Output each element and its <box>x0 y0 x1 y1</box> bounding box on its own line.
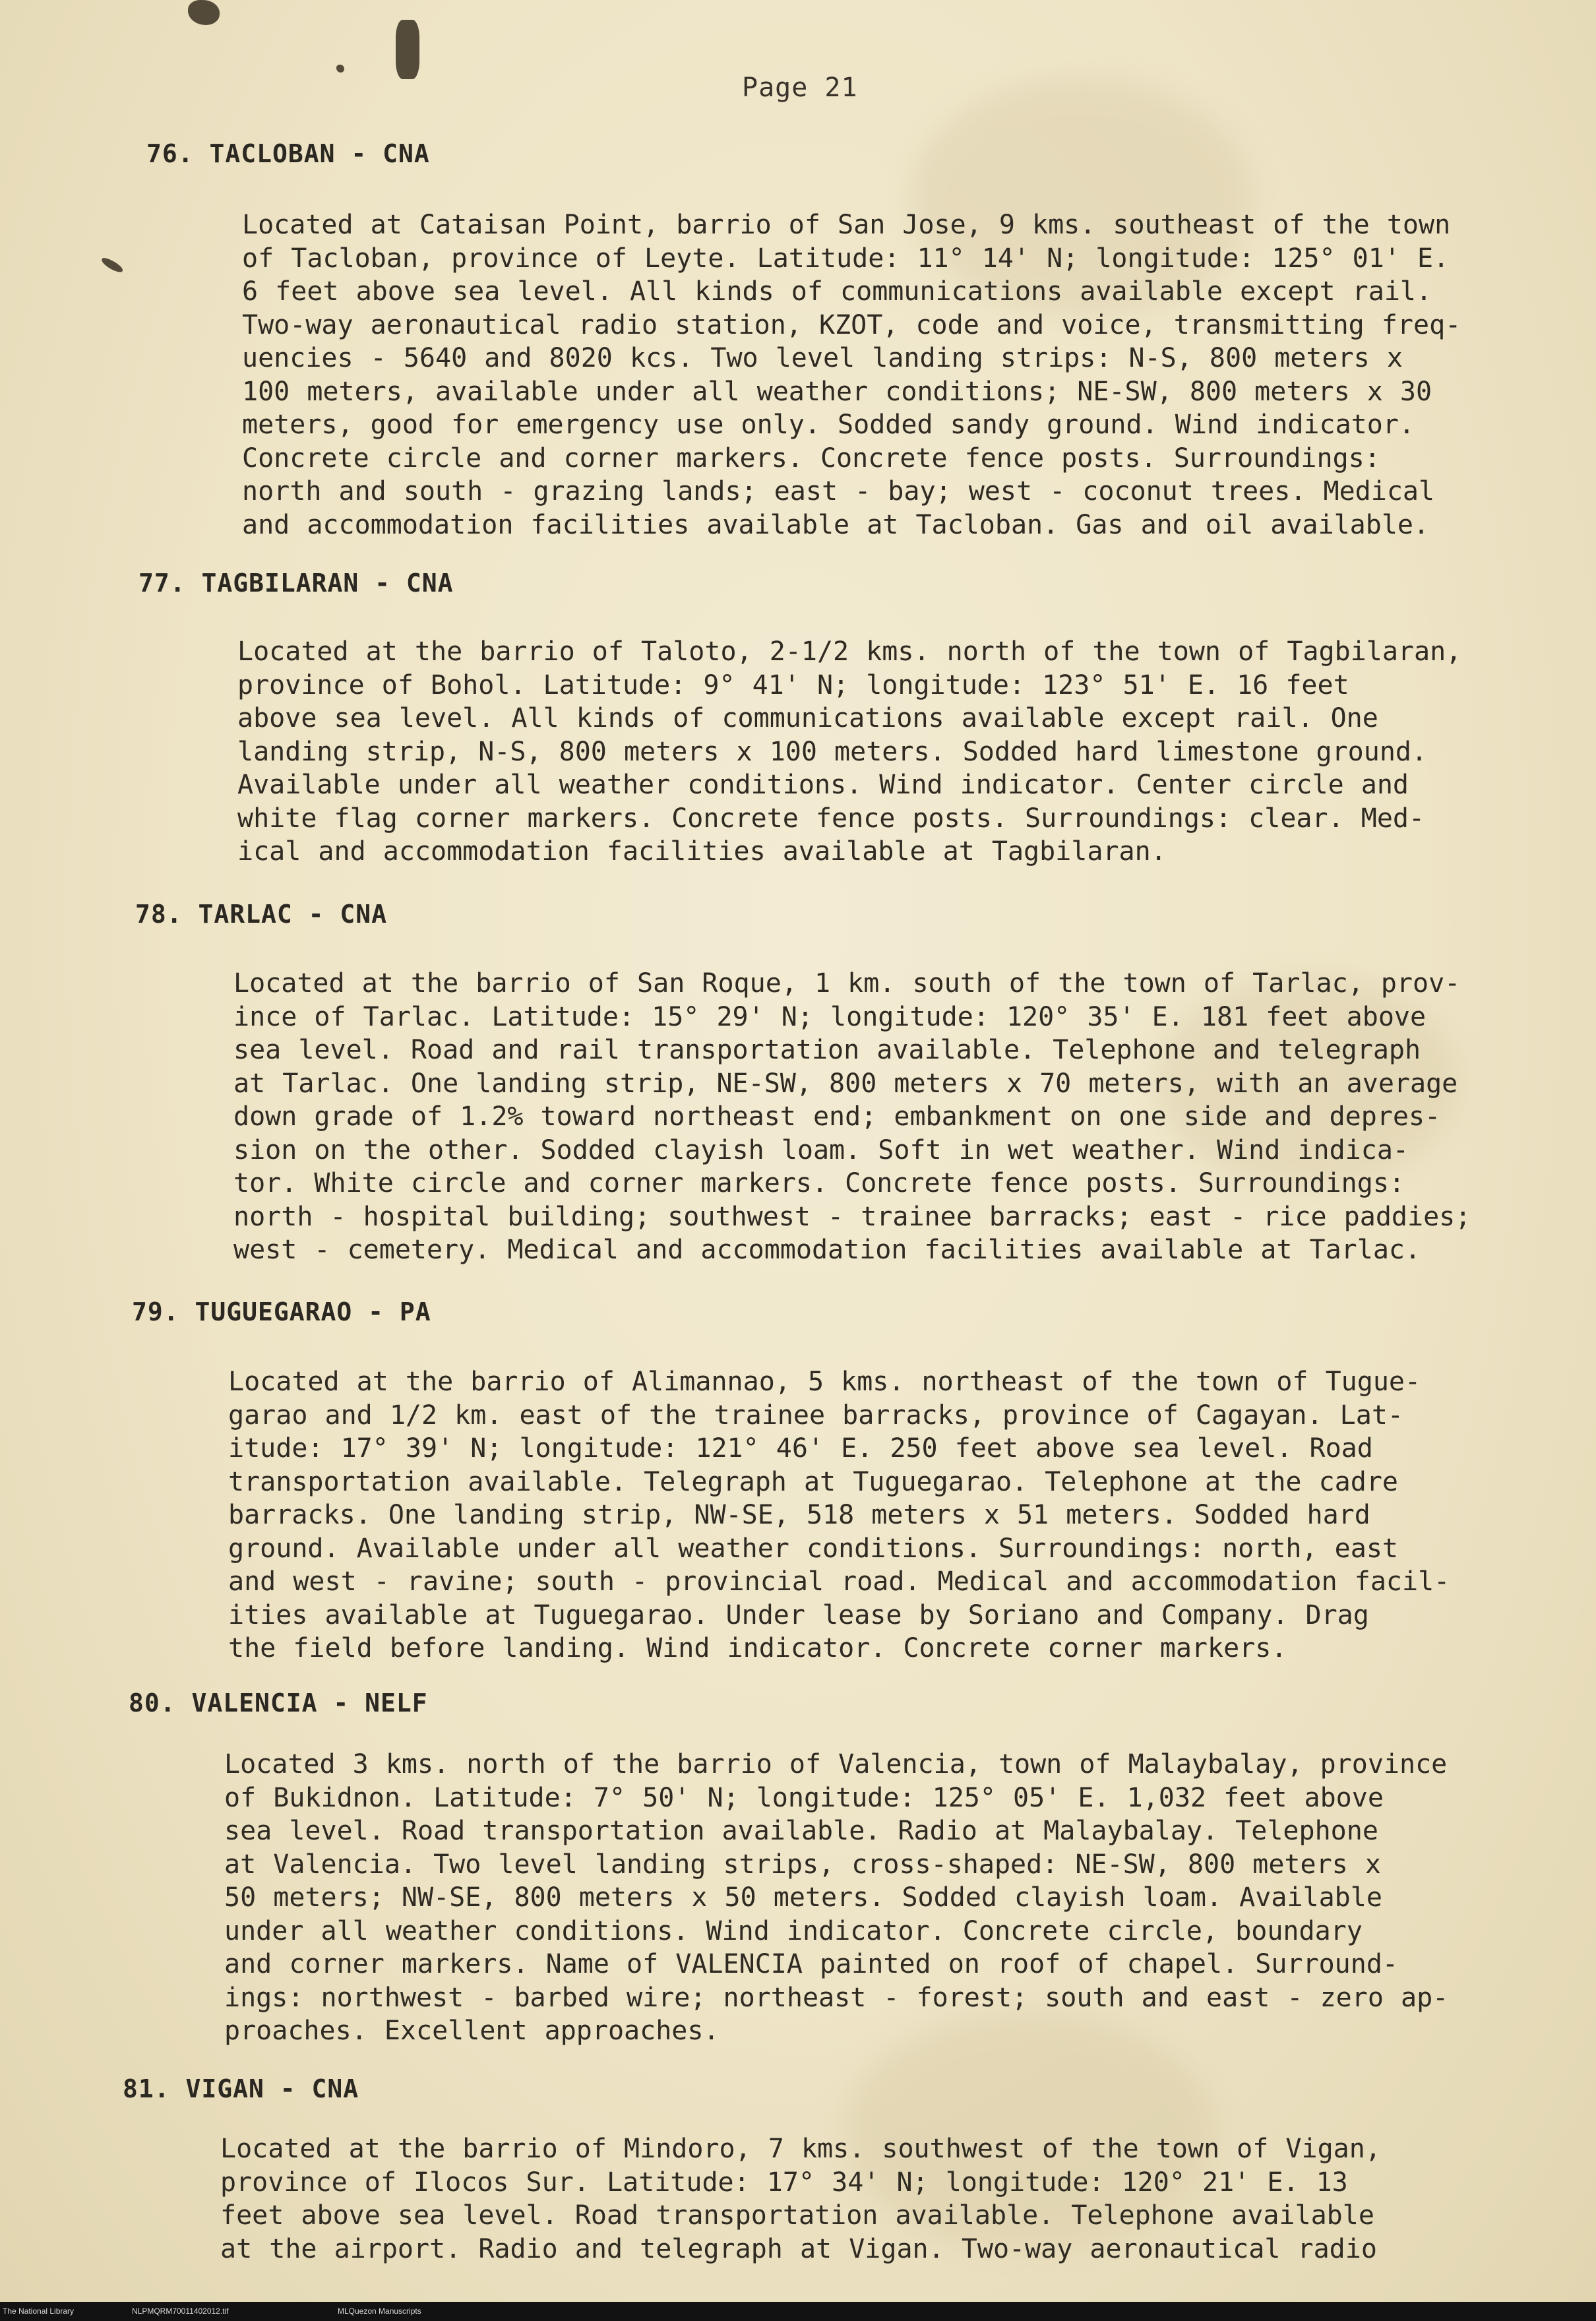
entry-body-tuguegarao <box>228 1365 1521 1665</box>
entry-title-tacloban: 76. TACLOBAN - CNA <box>146 139 430 168</box>
entry-title-valencia: 80. VALENCIA - NELF <box>129 1688 428 1718</box>
entry-line: down grade of 1.2% toward northeast end; embankment on one side and depres- <box>233 1101 1441 1132</box>
entry-line: at the airport. Radio and telegraph at Vigan. Two-way aeronautical radio <box>220 2233 1377 2264</box>
entry-line: barracks. One landing strip, NW-SE, 518 meters x 51 meters. Sodded hard <box>228 1500 1370 1530</box>
entry-line: 6 feet above sea level. All kinds of communications available except rail. <box>242 276 1432 307</box>
entry-line: under all weather conditions. Wind indicator. Concrete circle, boundary <box>224 1915 1363 1946</box>
entry-line: ings: northwest - barbed wire; northeast - forest; south and east - zero ap- <box>224 1982 1449 2013</box>
footer-library: The National Library <box>3 2306 75 2316</box>
entry-line: above sea level. All kinds of communications available except rail. One <box>237 703 1378 733</box>
entry-line: Located at the barrio of Taloto, 2-1/2 kms. north of the town of Tagbilaran, <box>237 636 1462 667</box>
entry-line: meters, good for emergency use only. Sodded sandy ground. Wind indicator. <box>242 410 1415 440</box>
entry-line: ince of Tarlac. Latitude: 15° 29' N; longitude: 120° 35' E. 181 feet above <box>233 1001 1427 1032</box>
entry-line: 100 meters, available under all weather conditions; NE-SW, 800 meters x 30 <box>242 376 1432 407</box>
entry-line: and west - ravine; south - provincial road. Medical and accommodation facil- <box>228 1566 1450 1597</box>
entry-line: white flag corner markers. Concrete fence posts. Surroundings: clear. Med- <box>237 803 1425 834</box>
entry-title-tuguegarao: 79. TUGUEGARAO - PA <box>132 1297 431 1326</box>
entry-line: ground. Available under all weather conditions. Surroundings: north, east <box>228 1533 1398 1564</box>
ink-blot <box>188 0 220 25</box>
entry-line: transportation available. Telegraph at Tuguegarao. Telephone at the cadre <box>228 1466 1398 1497</box>
entry-body-tagbilaran <box>237 635 1530 869</box>
entry-line: Located at the barrio of San Roque, 1 km. south of the town of Tarlac, prov- <box>233 968 1461 999</box>
ink-blot <box>100 256 124 274</box>
entry-line: and corner markers. Name of VALENCIA painted on roof of chapel. Surround- <box>224 1949 1398 1979</box>
entry-line: west - cemetery. Medical and accommodation facilities available at Tarlac. <box>233 1235 1421 1265</box>
entry-title-tarlac: 78. TARLAC - CNA <box>135 900 388 929</box>
entry-body-valencia <box>224 1748 1517 2048</box>
entry-line: Available under all weather conditions. Wind indicator. Center circle and <box>237 770 1409 800</box>
entry-line: landing strip, N-S, 800 meters x 100 meters. Sodded hard limestone ground. <box>237 736 1428 767</box>
entry-line: of Bukidnon. Latitude: 7° 50' N; longitude: 125° 05' E. 1,032 feet above <box>224 1782 1384 1813</box>
entry-line: the field before landing. Wind indicator. Concrete corner markers. <box>228 1633 1287 1663</box>
entry-body-vigan <box>220 2132 1513 2266</box>
entry-title-tagbilaran: 77. TAGBILARAN - CNA <box>138 569 454 598</box>
entry-line: ities available at Tuguegarao. Under lease by Soriano and Company. Drag <box>228 1599 1369 1630</box>
archive-footer <box>0 2302 1596 2321</box>
entry-line: province of Ilocos Sur. Latitude: 17° 34' N; longitude: 120° 21' E. 13 <box>220 2167 1348 2198</box>
entry-line: of Tacloban, province of Leyte. Latitude: 11° 14' N; longitude: 125° 01' E. <box>242 243 1450 274</box>
footer-collection: MLQuezon Manuscripts <box>338 2306 421 2316</box>
entry-line: Located at the barrio of Alimannao, 5 kms. northeast of the town of Tugue- <box>228 1367 1421 1397</box>
entry-line: at Valencia. Two level landing strips, cross-shaped: NE-SW, 800 meters x <box>224 1849 1381 1880</box>
entry-line: sion on the other. Sodded clayish loam. Soft in wet weather. Wind indica- <box>233 1134 1409 1165</box>
entry-line: at Tarlac. One landing strip, NE-SW, 800 meters x 70 meters, with an average <box>233 1068 1458 1099</box>
entry-line: tor. White circle and corner markers. Concrete fence posts. Surroundings: <box>233 1168 1405 1198</box>
entry-line: sea level. Road transportation available. Radio at Malaybalay. Telephone <box>224 1816 1378 1846</box>
entry-line: Two-way aeronautical radio station, KZOT, code and voice, transmitting freq- <box>242 309 1461 340</box>
entry-title-vigan: 81. VIGAN - CNA <box>123 2074 359 2103</box>
entry-line: sea level. Road and rail transportation available. Telephone and telegraph <box>233 1035 1421 1065</box>
entry-line: feet above sea level. Road transportation available. Telephone available <box>220 2200 1374 2231</box>
entry-line: proaches. Excellent approaches. <box>224 2016 720 2046</box>
entry-line: north - hospital building; southwest - trainee barracks; east - rice paddies; <box>233 1201 1471 1232</box>
entry-line: uencies - 5640 and 8020 kcs. Two level landing strips: N-S, 800 meters x <box>242 343 1403 373</box>
entry-line: ical and accommodation facilities available at Tagbilaran. <box>237 836 1167 867</box>
entry-line: garao and 1/2 km. east of the trainee barracks, province of Cagayan. Lat- <box>228 1400 1403 1431</box>
entry-line: 50 meters; NW-SE, 800 meters x 50 meters. Sodded clayish loam. Available <box>224 1882 1382 1913</box>
page-number: Page 21 <box>742 73 858 103</box>
ink-blot <box>396 20 419 79</box>
entry-body-tarlac <box>233 967 1526 1267</box>
entry-line: province of Bohol. Latitude: 9° 41' N; longitude: 123° 51' E. 16 feet <box>237 669 1349 700</box>
entry-body-tacloban <box>242 208 1535 542</box>
entry-line: north and south - grazing lands; east - bay; west - coconut trees. Medical <box>242 476 1435 507</box>
entry-line: and accommodation facilities available at Tacloban. Gas and oil available. <box>242 509 1430 540</box>
entry-line: Located 3 kms. north of the barrio of Valencia, town of Malaybalay, province <box>224 1749 1448 1779</box>
footer-filename: NLPMQRM70011402012.tif <box>132 2306 229 2316</box>
entry-line: Located at Cataisan Point, barrio of San Jose, 9 kms. southeast of the town <box>242 210 1451 240</box>
entry-line: Located at the barrio of Mindoro, 7 kms. southwest of the town of Vigan, <box>220 2134 1381 2164</box>
entry-line: itude: 17° 39' N; longitude: 121° 46' E. 250 feet above sea level. Road <box>228 1433 1373 1464</box>
entry-line: Concrete circle and corner markers. Concrete fence posts. Surroundings: <box>242 443 1380 474</box>
ink-blot <box>336 65 344 73</box>
